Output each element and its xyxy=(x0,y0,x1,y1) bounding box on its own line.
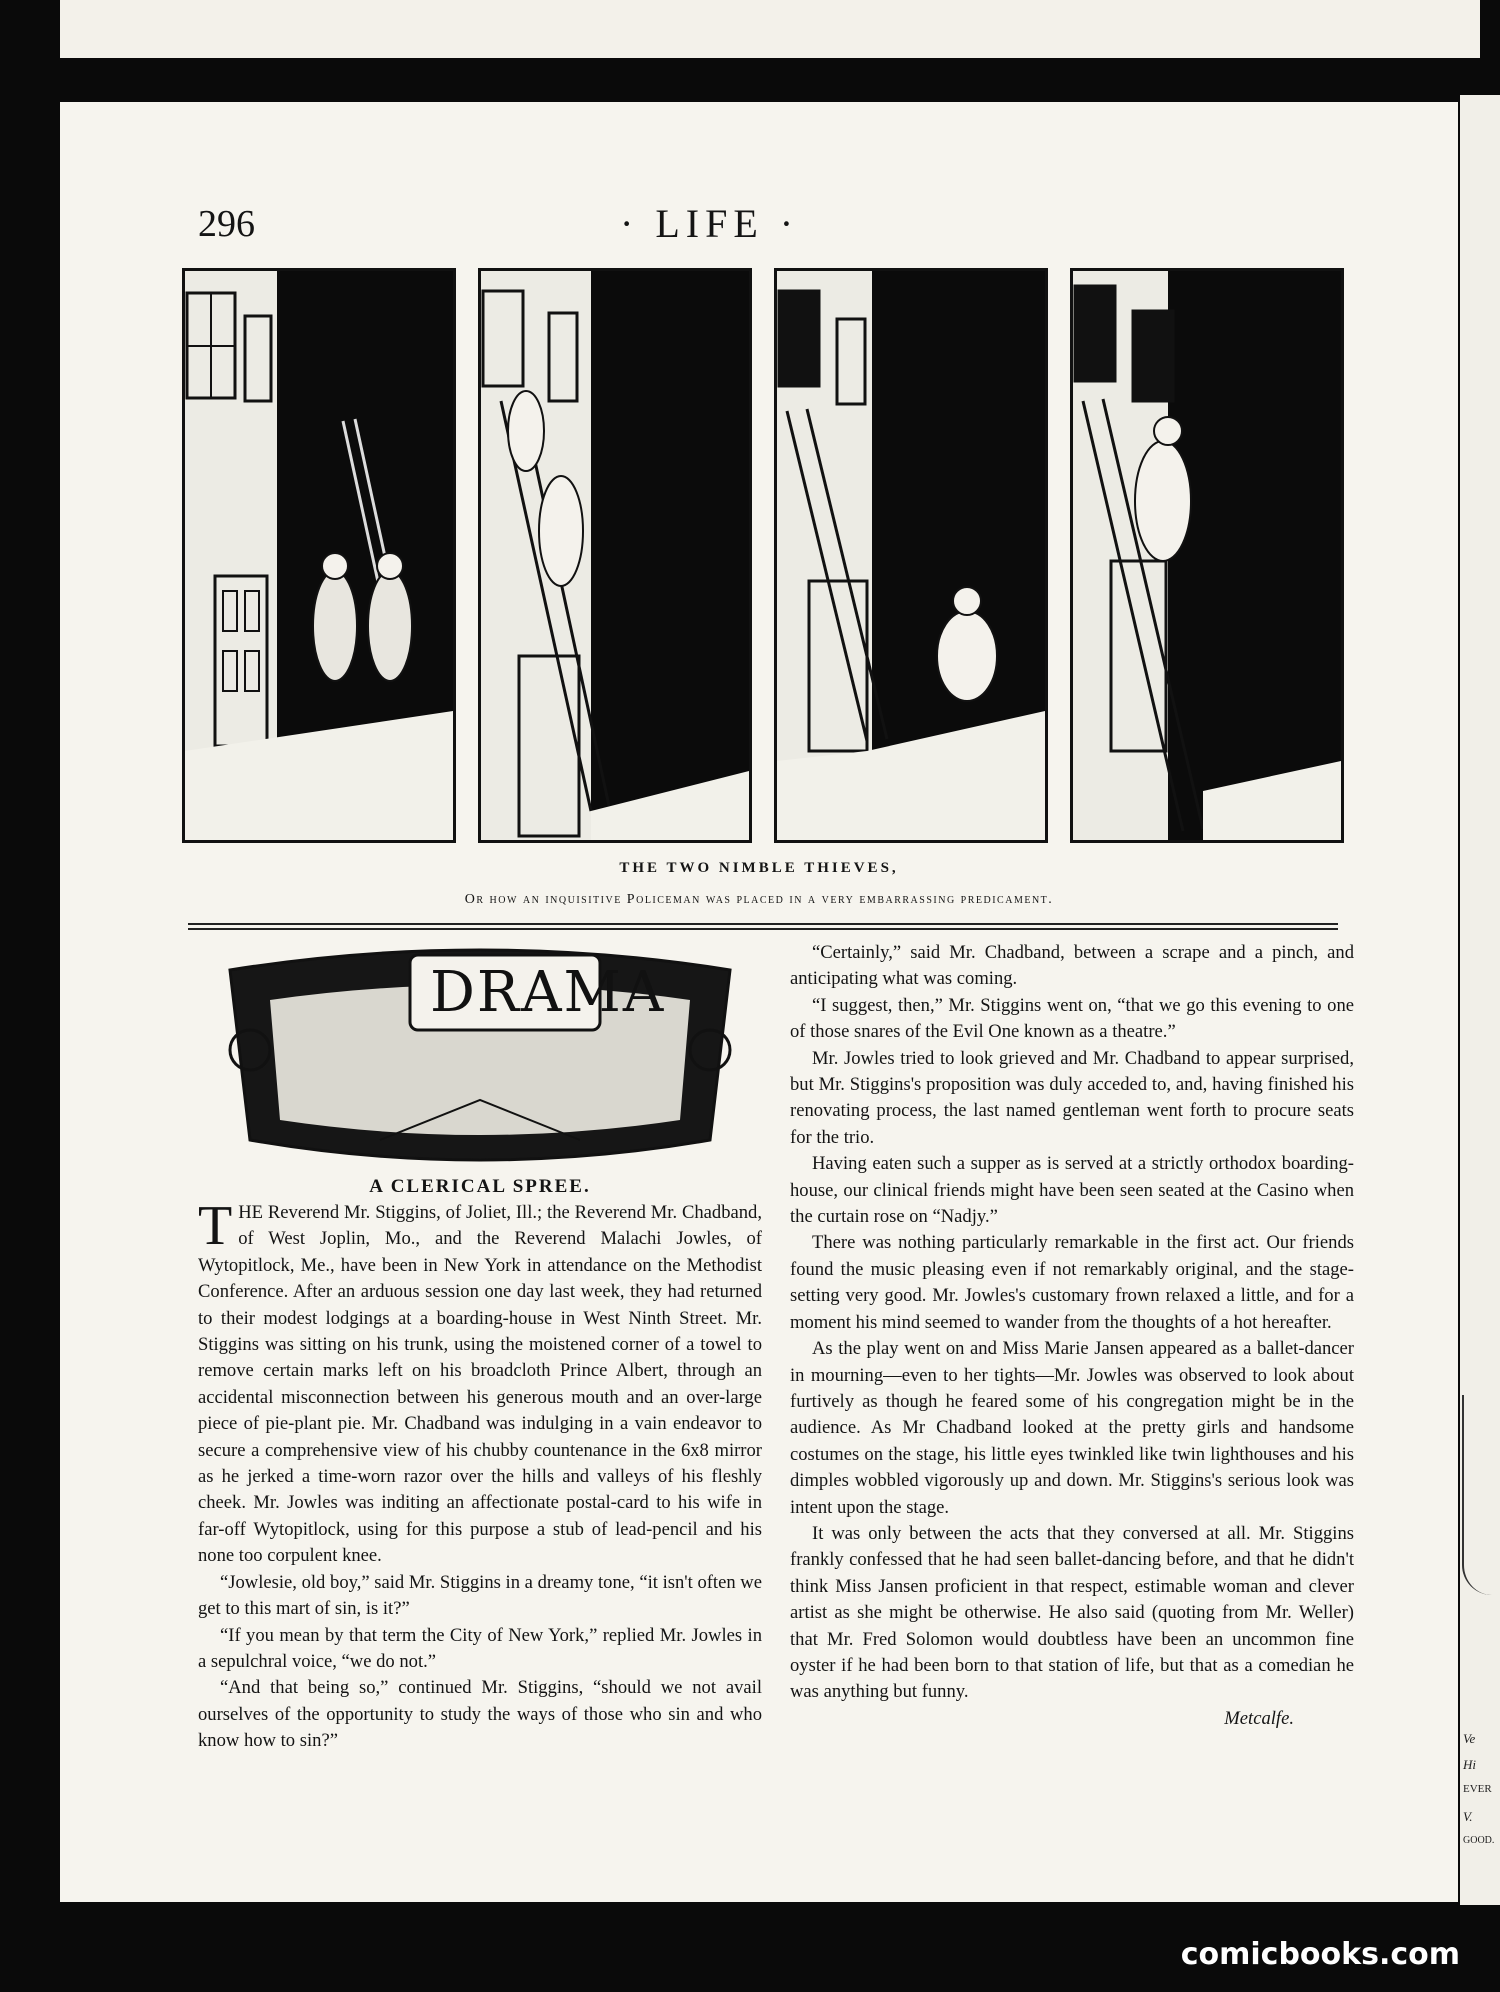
side-fragment: V. xyxy=(1463,1809,1473,1824)
side-fragment: Hi xyxy=(1463,1757,1476,1772)
adjacent-page-illustration xyxy=(1462,1395,1498,1595)
author-signature: Metcalfe. xyxy=(1224,1707,1294,1729)
article-paragraph: Having eaten such a supper as is served at a strictly orthodox boarding-house, our clinical friends might have been seen seated at the Casino when the curtain rose on “Nadjy.” xyxy=(790,1153,1354,1228)
article-paragraph: “Certainly,” said Mr. Chadband, between a scrape and a pinch, and anticipating what was coming. xyxy=(790,942,1354,990)
article-title: A CLERICAL SPREE. xyxy=(369,1176,591,1197)
article-paragraph: There was nothing particularly remarkable in the first act. Our friends found the music pleasing even if not remarkably original, and the stage-setting very good. Mr. Jowles's customary frown relaxed a little, and for a moment his mind seemed to wander from the thoughts of a hot hereafter. xyxy=(790,1232,1354,1333)
cartoon-subtitle: Or how an inquisitive Policeman was placed in a very embarrassing predicament. xyxy=(464,892,1054,907)
article-column-right xyxy=(790,940,1354,1732)
drop-cap: T xyxy=(198,1195,233,1257)
article-paragraph: It was only between the acts that they conversed at all. Mr. Stiggins frankly confessed that he had seen ballet-dancing before, and that he didn't think Miss Jansen proficient in that respect, estimable woman and clever artist as she might be otherwise. He also said (quoting from Mr. Weller) that Mr. Fred Solomon would doubtless have been an uncommon fine oyster if he had been born to that station of life, but that as a comedian he was anything but funny. xyxy=(790,1522,1354,1703)
page-number: 296 xyxy=(198,203,255,245)
article-paragraph: “Jowlesie, old boy,” said Mr. Stiggins in a dreamy tone, “it isn't often we get to this mart of sin, is it?” xyxy=(198,1571,762,1620)
article-paragraph: “And that being so,” continued Mr. Stiggins, “should we not avail ourselves of the opportunity to study the ways of those who sin and who know how to sin?” xyxy=(198,1677,762,1752)
article-paragraph: THE Reverend Mr. Stiggins, of Joliet, Ill.; the Reverend Mr. Chadband, of West Joplin, Mo., and the Reverend Malachi Jowles, of Wytopitlock, Me., have been in New York in attendance on the Methodist Conference. After an arduous session one day last week, they had returned to their modest lodgings at a boarding-house in West Ninth Street. Mr. Stiggins was sitting on his trunk, using the moistened corner of a towel to remove certain marks left on his broadcloth Prince Albert, through an accidental misconnection between his generous mouth and an over-large piece of pie-plant pie. Mr. Chadband was indulging in a vain endeavor to secure a comprehensive view of his chubby countenance in the 6x8 mirror as he jerked a time-worn razor over the hills and valleys of his fleshly cheek. Mr. Jowles was inditing an affectionate postal-card to his wife in far-off Wytopitlock, using for this purpose a stub of lead-pencil and his none too corpulent knee. xyxy=(198,1195,762,1567)
comic-panel-2 xyxy=(478,268,752,843)
side-fragment: EVER xyxy=(1463,1783,1492,1795)
comic-panel-1 xyxy=(182,268,456,843)
comic-panel-4 xyxy=(1070,268,1344,843)
previous-page-edge xyxy=(60,0,1480,58)
comic-strip xyxy=(182,268,1346,843)
side-fragment: GOOD. xyxy=(1463,1835,1495,1846)
article-paragraph: As the play went on and Miss Marie Jansen appeared as a ballet-dancer in mourning—even to her tights—Mr. Jowles was observed to look about furtively as though he feared some of his congregation might be in the audience. As Mr Chadband looked at the pretty girls and handsome costumes on the stage, his little eyes twinkled like twin lighthouses and his dimples wobbled vigorously up and down. Mr. Stiggins's serious look was intent upon the stage. xyxy=(790,1338,1354,1518)
comic-panel-3 xyxy=(774,268,1048,843)
site-watermark: comicbooks.com xyxy=(1180,1937,1460,1972)
cartoon-title: THE TWO NIMBLE THIEVES, xyxy=(619,860,899,876)
article-paragraph: “I suggest, then,” Mr. Stiggins went on, “that we go this evening to one of those snares of the Evil One known as a theatre.” xyxy=(790,994,1354,1043)
article-paragraph: “If you mean by that term the City of New York,” replied Mr. Jowles in a sepulchral voice, “we do not.” xyxy=(198,1624,762,1672)
adjacent-page-edge xyxy=(1460,95,1500,1905)
side-fragment: Ve xyxy=(1463,1731,1476,1746)
article-paragraph: Mr. Jowles tried to look grieved and Mr. Chadband to appear surprised, but Mr. Stiggins's proposition was duly acceded to, and, having finished his renovating process, the last named gentleman went forth to procure seats for the trio. xyxy=(790,1047,1354,1148)
masthead-title: · LIFE · xyxy=(620,201,800,246)
drama-heading-illustration xyxy=(210,940,750,1170)
magazine-page xyxy=(60,102,1458,1902)
section-divider xyxy=(188,923,1338,925)
article-column-left xyxy=(198,1195,762,1755)
drama-heading-word: DRAMA xyxy=(430,960,666,1025)
section-divider-double xyxy=(188,928,1338,930)
